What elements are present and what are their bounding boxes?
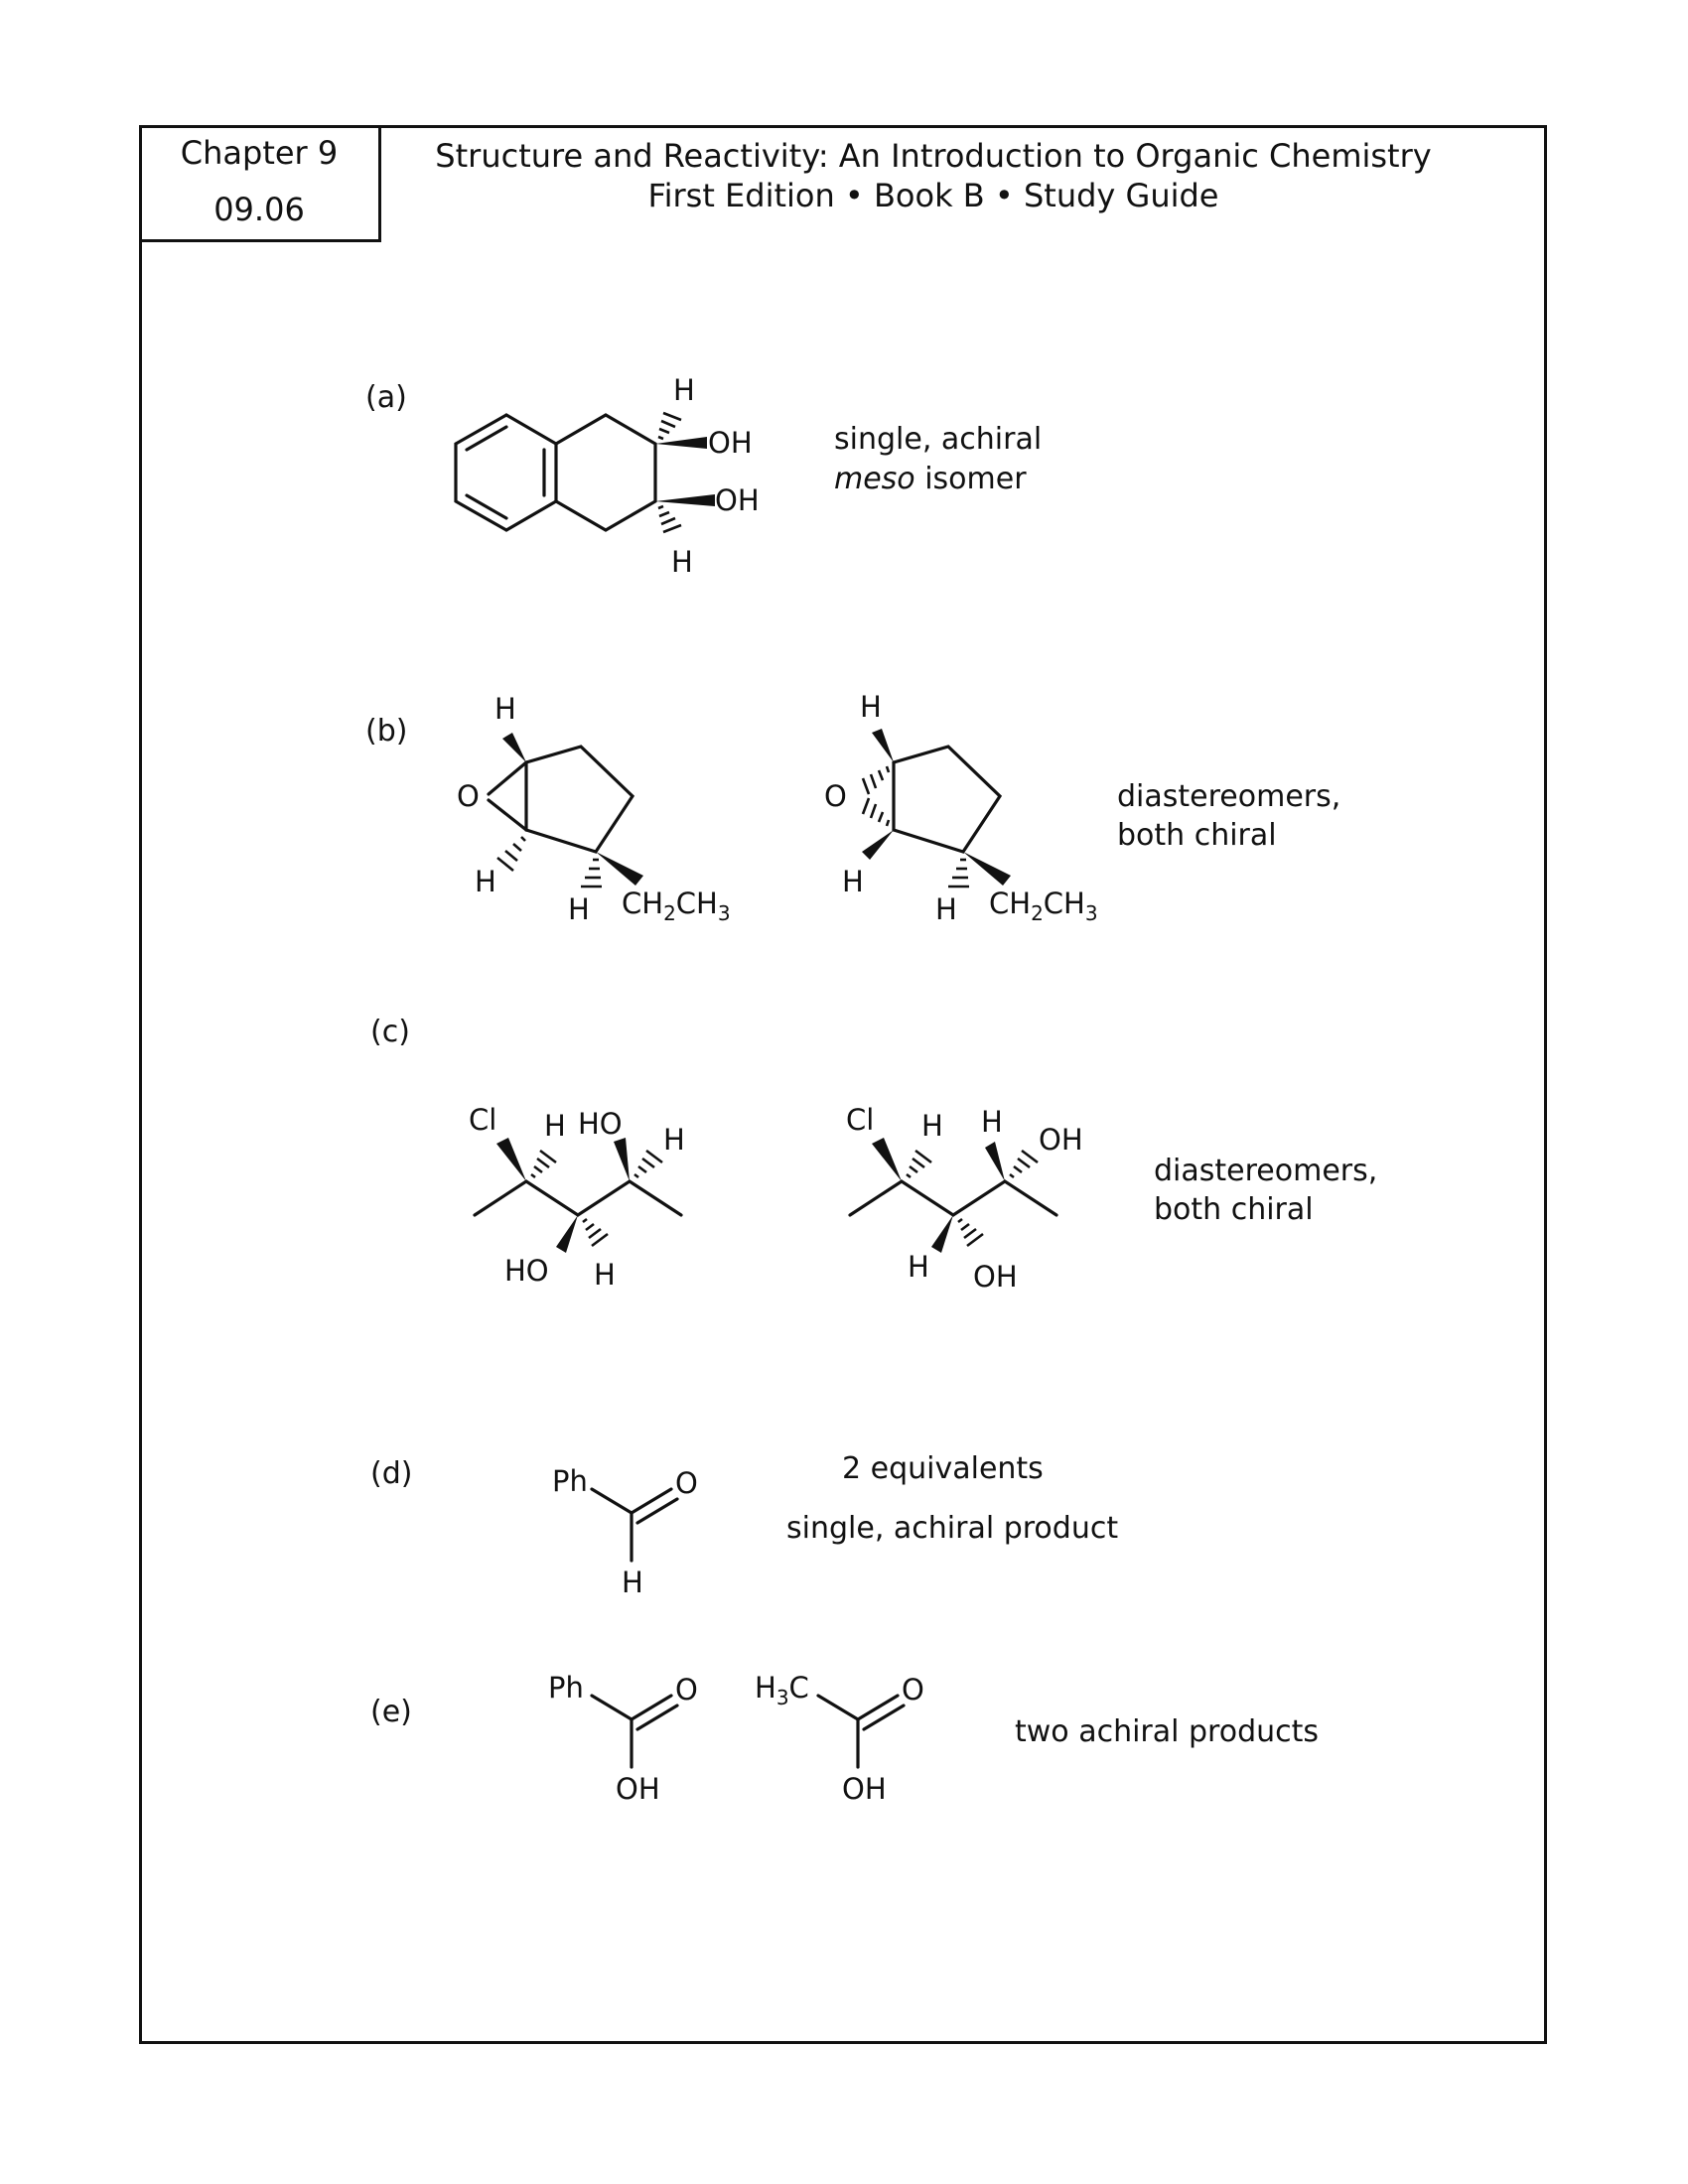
a-double-bond-1 [467,427,506,450]
b2-wedge-htop [872,729,894,762]
note-a-line1: single, achiral [834,422,1043,457]
c2-atom-cl: Cl [846,1103,875,1137]
structure-a [456,373,760,579]
label-b: (b) [365,714,408,749]
b1-ring [526,747,633,852]
b2-atom-hbot: H [842,865,864,898]
d-bond-o-1 [632,1489,671,1513]
meso-word: meso [834,462,915,496]
e2-bond-o-1 [858,1696,898,1719]
b1-wedge-htop [502,733,526,762]
b1-epoxide-o-top [489,762,526,794]
note-d-line2: single, achiral product [786,1511,1119,1546]
d-bond-o-2 [637,1499,677,1523]
b2-hash-o-bot [863,798,889,826]
c1-wedge-ho1 [556,1215,578,1253]
e1-atom-ph: Ph [548,1671,584,1705]
b1-atom-htop: H [494,692,516,726]
isomer-word: isomer [914,462,1027,496]
chapter-label: Chapter 9 [180,134,339,172]
structure-b2 [824,690,1098,926]
b2-ring [894,747,1000,852]
c2-wedge-cl [872,1138,902,1181]
c1-wedge-cl [496,1138,526,1181]
a-cyclohexane-ring [556,415,655,530]
b1-atom-o: O [457,779,480,813]
c2-hash-h1 [907,1151,931,1177]
d-bond-ph [592,1489,632,1513]
b2-atom-htop: H [860,690,882,724]
b2-atom-hring: H [935,892,957,926]
b2-atom-o: O [824,779,847,813]
a-atom-oh1: OH [708,426,753,460]
b1-atom-hbot: H [475,865,496,898]
note-d-line1: 2 equivalents [842,1451,1044,1486]
book-title: Structure and Reactivity: An Introduction to Organic Chemistry [435,137,1432,175]
b1-ethyl: $CH_2CH_3$ [622,887,731,925]
note-c-line2: both chiral [1154,1192,1314,1227]
e2-atom-oh: OH [842,1772,887,1806]
b2-wedge-hbot [862,830,894,860]
e1-atom-o: O [675,1673,698,1706]
b1-hash-hring [581,860,602,887]
c1-atom-h2: H [663,1123,685,1157]
c1-atom-cl: Cl [469,1103,497,1137]
e1-bond-o-2 [637,1706,677,1729]
e1-atom-oh: OH [616,1772,660,1806]
b1-atom-hring: H [568,892,590,926]
c2-hash-oh2 [958,1219,983,1246]
structure-d [552,1464,698,1599]
b2-ethyl: $CH_2CH_3$ [989,887,1098,925]
c2-atom-oh2: OH [973,1260,1018,1294]
book-subtitle: First Edition • Book B • Study Guide [647,177,1219,214]
a-wedge-oh2 [655,494,715,506]
d-atom-ph: Ph [552,1464,588,1498]
note-c-line1: diastereomers, [1154,1154,1378,1188]
label-c: (c) [370,1015,410,1049]
b1-epoxide-o-bot [489,800,526,830]
a-double-bond-2 [467,495,506,518]
a-benzene-ring [456,415,556,530]
a-atom-oh2: OH [715,483,760,517]
c2-atom-oh1: OH [1039,1123,1083,1157]
structure-e1 [548,1671,698,1806]
b1-hash-hbot [497,837,525,871]
e1-bond-ph [592,1696,632,1719]
a-hash-h2 [658,506,681,532]
structure-e2 [755,1671,924,1806]
c2-hash-oh1 [1010,1151,1038,1177]
c2-atom-h1: H [921,1109,943,1143]
e2-bond-o-2 [864,1706,904,1729]
a-atom-h1: H [673,373,695,407]
b1-wedge-ethyl [596,852,643,886]
a-hash-h1 [658,413,681,439]
b2-hash-hring [948,860,969,887]
note-b-line1: diastereomers, [1117,779,1341,814]
label-a: (a) [365,380,407,415]
label-e: (e) [370,1695,412,1729]
c1-atom-ho1: HO [578,1107,623,1141]
c1-atom-ho2: HO [504,1254,549,1288]
c2-chain [850,1181,1056,1215]
structure-c1 [469,1103,685,1292]
c2-atom-h3: H [908,1250,929,1284]
c1-hash-h3 [634,1151,662,1177]
c1-atom-h1: H [544,1109,566,1143]
b2-wedge-ethyl [963,852,1011,886]
c1-hash-h1 [531,1151,556,1177]
b2-hash-o-top [863,766,889,794]
e2-methyl: $H_3C$ [755,1671,809,1709]
e2-bond-ch3 [818,1696,858,1719]
label-d: (d) [370,1456,413,1491]
c2-wedge-h [931,1215,953,1253]
c1-hash-h2 [583,1219,608,1246]
structure-c2 [846,1103,1083,1294]
e1-bond-o-1 [632,1696,671,1719]
note-b-line2: both chiral [1117,818,1277,853]
structure-b1 [457,692,731,926]
d-atom-h: H [622,1566,643,1599]
c1-atom-h3: H [594,1258,616,1292]
a-atom-h2: H [671,545,693,579]
c2-atom-h2: H [981,1105,1003,1139]
c1-wedge-ho2 [614,1138,630,1181]
e2-atom-o: O [902,1673,924,1706]
c1-chain [475,1181,681,1215]
d-atom-o: O [675,1466,698,1500]
section-number: 09.06 [213,191,305,228]
c2-wedge-h2 [985,1142,1005,1181]
note-e: two achiral products [1015,1714,1320,1749]
